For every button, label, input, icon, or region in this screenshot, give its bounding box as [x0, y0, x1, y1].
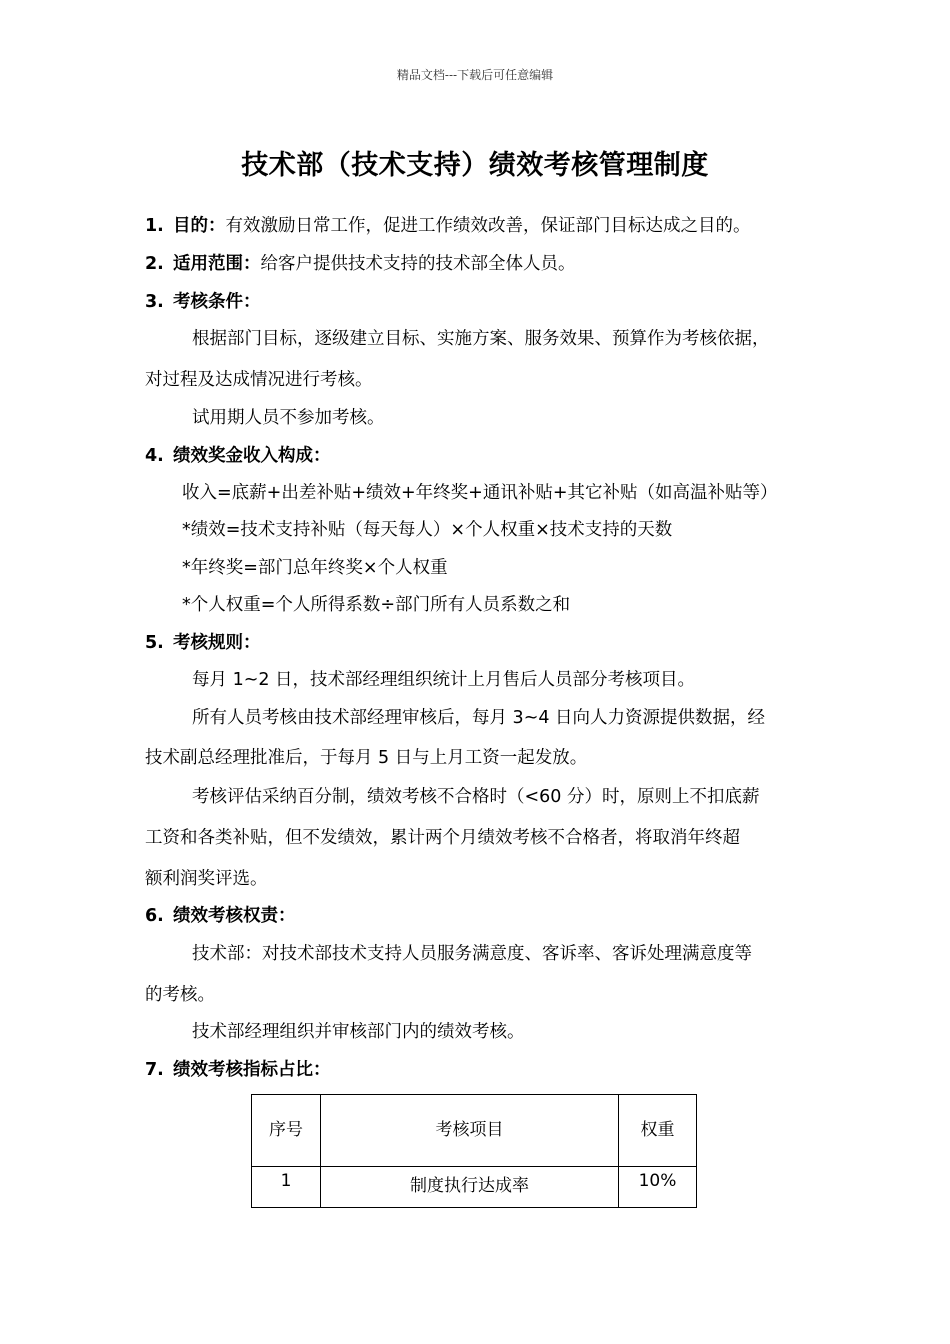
paragraph-line: 技术部经理组织并审核部门内的绩效考核。	[192, 1022, 525, 1042]
paragraph-line: 根据部门目标，逐级建立目标、实施方案、服务效果、预算作为考核依据，	[192, 329, 770, 349]
document-title: 技术部（技术支持）绩效考核管理制度	[241, 150, 709, 181]
table-header-cell: 序号	[252, 1095, 321, 1167]
page-header: 精品文档---下载后可任意编辑	[396, 68, 554, 82]
section-number: 2.	[145, 254, 164, 274]
formula-line: 收入=底薪+出差补贴+绩效+年终奖+通讯补贴+其它补贴（如高温补贴等）	[182, 483, 778, 503]
paragraph-line: 所有人员考核由技术部经理审核后，每月 3~4 日向人力资源提供数据，经	[192, 708, 766, 728]
paragraph-line: 额利润奖评选。	[145, 869, 268, 889]
section-number: 5.	[145, 633, 164, 653]
table-header-row	[252, 1095, 697, 1167]
table-row	[252, 1167, 697, 1208]
paragraph-line: 技术部：对技术部技术支持人员服务满意度、客诉率、客诉处理满意度等	[192, 944, 752, 964]
section-7	[145, 1058, 331, 1082]
paragraph-line: 试用期人员不参加考核。	[192, 408, 385, 428]
table-cell: 1	[252, 1167, 321, 1208]
section-label: 考核条件：	[173, 292, 261, 312]
formula-line: *绩效=技术支持补贴（每天每人）×个人权重×技术支持的天数	[182, 520, 673, 540]
section-4	[145, 444, 331, 468]
paragraph-line: 对过程及达成情况进行考核。	[145, 370, 373, 390]
section-5	[145, 631, 261, 655]
table-header-cell: 权重	[619, 1095, 697, 1167]
section-text: 有效激励日常工作，促进工作绩效改善，保证部门目标达成之目的。	[225, 216, 751, 236]
section-label: 绩效考核权责：	[173, 906, 296, 926]
section-1	[145, 214, 751, 238]
table-header-cell: 考核项目	[321, 1095, 619, 1167]
kpi-table	[251, 1094, 697, 1208]
section-number: 1.	[145, 216, 164, 236]
table-cell: 10%	[619, 1167, 697, 1208]
formula-line: *个人权重=个人所得系数÷部门所有人员系数之和	[182, 595, 571, 615]
section-number: 6.	[145, 906, 164, 926]
section-number: 7.	[145, 1060, 164, 1080]
section-number: 4.	[145, 446, 164, 466]
section-label: 目的：	[173, 216, 226, 236]
section-label: 绩效考核指标占比：	[173, 1060, 331, 1080]
paragraph-line: 技术副总经理批准后，于每月 5 日与上月工资一起发放。	[145, 748, 588, 768]
section-number: 3.	[145, 292, 164, 312]
section-label: 适用范围：	[173, 254, 261, 274]
paragraph-line: 工资和各类补贴，但不发绩效，累计两个月绩效考核不合格者，将取消年终超	[145, 828, 740, 848]
section-2	[145, 252, 576, 276]
table-cell: 制度执行达成率	[321, 1167, 619, 1208]
section-6	[145, 904, 296, 928]
section-3	[145, 290, 261, 314]
paragraph-line: 每月 1~2 日，技术部经理组织统计上月售后人员部分考核项目。	[192, 670, 696, 690]
section-label: 绩效奖金收入构成：	[173, 446, 331, 466]
paragraph-line: 的考核。	[145, 985, 215, 1005]
section-label: 考核规则：	[173, 633, 261, 653]
paragraph-line: 考核评估采纳百分制，绩效考核不合格时（<60 分）时，原则上不扣底薪	[192, 787, 760, 807]
section-text: 给客户提供技术支持的技术部全体人员。	[260, 254, 576, 274]
formula-line: *年终奖=部门总年终奖×个人权重	[182, 558, 448, 578]
